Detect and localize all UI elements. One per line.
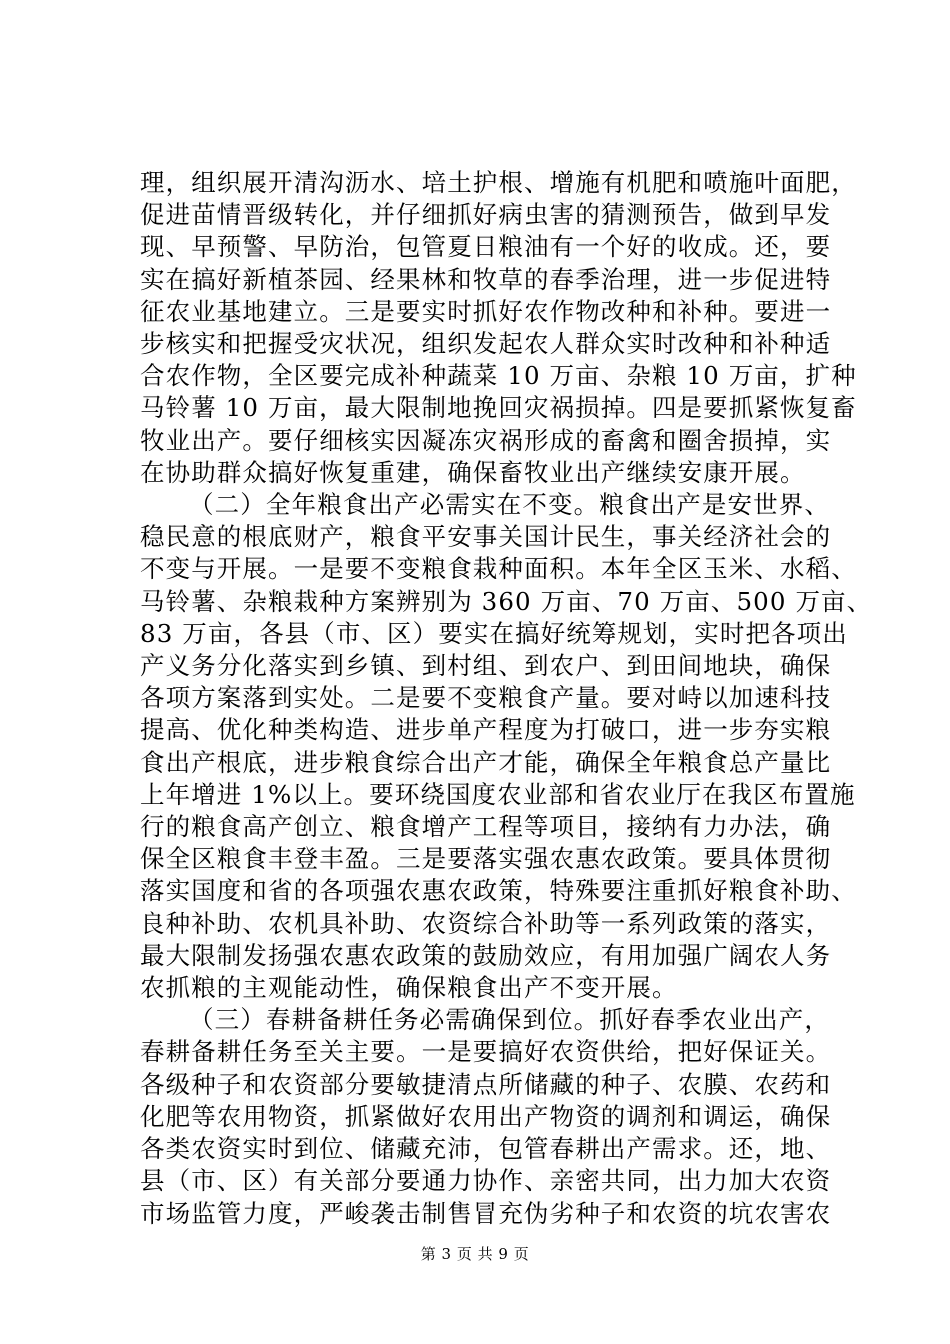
text-line: 县（市、区）有关部分要通力协作、亲密共同，出力加大农资 — [140, 1166, 832, 1196]
text-line: 行的粮食高产创立、粮食增产工程等项目，接纳有力办法，确 — [140, 812, 832, 842]
text-line: 不变与开展。一是要不变粮食栽种面积。本年全区玉米、水稻、 — [140, 554, 857, 584]
text-line: 牧业出产。要仔细核实因凝冻灾祸形成的畜禽和圈舍损掉，实 — [140, 425, 832, 455]
text-line: 马铃薯 10 万亩，最大限制地挽回灾祸损掉。四是要抓紧恢复畜 — [140, 393, 857, 423]
paragraph — [140, 489, 873, 1004]
text-line: 促进苗情晋级转化，并仔细抓好病虫害的猜测预告，做到早发 — [140, 200, 832, 230]
text-line: 各类农资实时到位、储藏充沛，包管春耕出产需求。还，地、 — [140, 1134, 832, 1164]
text-line: 合农作物，全区要完成补种蔬菜 10 万亩、杂粮 10 万亩，扩种 — [140, 361, 857, 391]
text-line: 产义务分化落实到乡镇、到村组、到农户、到田间地块，确保 — [140, 651, 832, 681]
text-line: 各项方案落到实处。二是要不变粮食产量。要对峙以加速科技 — [140, 683, 832, 713]
text-line: 理，组织展开清沟沥水、培土护根、增施有机肥和喷施叶面肥， — [140, 168, 857, 197]
text-line: 现、早预警、早防治，包管夏日粮油有一个好的收成。还，要 — [140, 232, 832, 262]
text-line: 市场监管力度，严峻袭击制售冒充伪劣种子和农资的坑农害农 — [140, 1198, 832, 1228]
text-line: 提高、优化种类构造、进步单产程度为打破口，进一步夯实粮 — [140, 715, 832, 745]
text-line: 各级种子和农资部分要敏捷清点所储藏的种子、农膜、农药和 — [140, 1069, 832, 1099]
paragraph — [140, 167, 857, 489]
text-line: 在协助群众搞好恢复重建，确保畜牧业出产继续安康开展。 — [140, 457, 806, 487]
text-line: 马铃薯、杂粮栽种方案辨别为 360 万亩、70 万亩、500 万亩、 — [140, 586, 873, 616]
text-line: 稳民意的根底财产，粮食平安事关国计民生，事关经济社会的 — [140, 522, 832, 552]
text-line: 上年增进 1%以上。要环绕国度农业部和省农业厅在我区布置施 — [140, 779, 856, 809]
text-line: 征农业基地建立。三是要实时抓好农作物改种和补种。要进一 — [140, 296, 832, 326]
text-line: 春耕备耕任务至关主要。一是要搞好农资供给，把好保证关。 — [140, 1037, 832, 1067]
text-line: （二）全年粮食出产必需实在不变。粮食出产是安世界、 — [189, 490, 830, 520]
document-body — [140, 167, 873, 1230]
text-line: 实在搞好新植茶园、经果林和牧草的春季治理，进一步促进特 — [140, 264, 832, 294]
text-line: 步核实和把握受灾状况，组织发起农人群众实时改种和补种适 — [140, 329, 832, 359]
text-line: 食出产根底，进步粮食综合出产才能，确保全年粮食总产量比 — [140, 747, 832, 777]
text-line: 良种补助、农机具补助、农资综合补助等一系列政策的落实， — [140, 908, 832, 938]
text-line: 落实国度和省的各项强农惠农政策，特殊要注重抓好粮食补助、 — [140, 876, 857, 906]
paragraph — [140, 1004, 830, 1229]
text-line: 最大限制发扬强农惠农政策的鼓励效应，有用加强广阔农人务 — [140, 940, 832, 970]
text-line: 保全区粮食丰登丰盈。三是要落实强农惠农政策。要具体贯彻 — [140, 844, 832, 874]
text-line: （三）春耕备耕任务必需确保到位。抓好春季农业出产， — [189, 1005, 830, 1035]
text-line: 化肥等农用物资，抓紧做好农用出产物资的调剂和调运，确保 — [140, 1101, 832, 1131]
text-line: 农抓粮的主观能动性，确保粮食出产不变开展。 — [140, 973, 678, 1003]
page-footer: 第 3 页 共 9 页 — [420, 1245, 530, 1263]
text-line: 83 万亩，各县（市、区）要实在搞好统筹规划，实时把各项出 — [140, 618, 848, 648]
